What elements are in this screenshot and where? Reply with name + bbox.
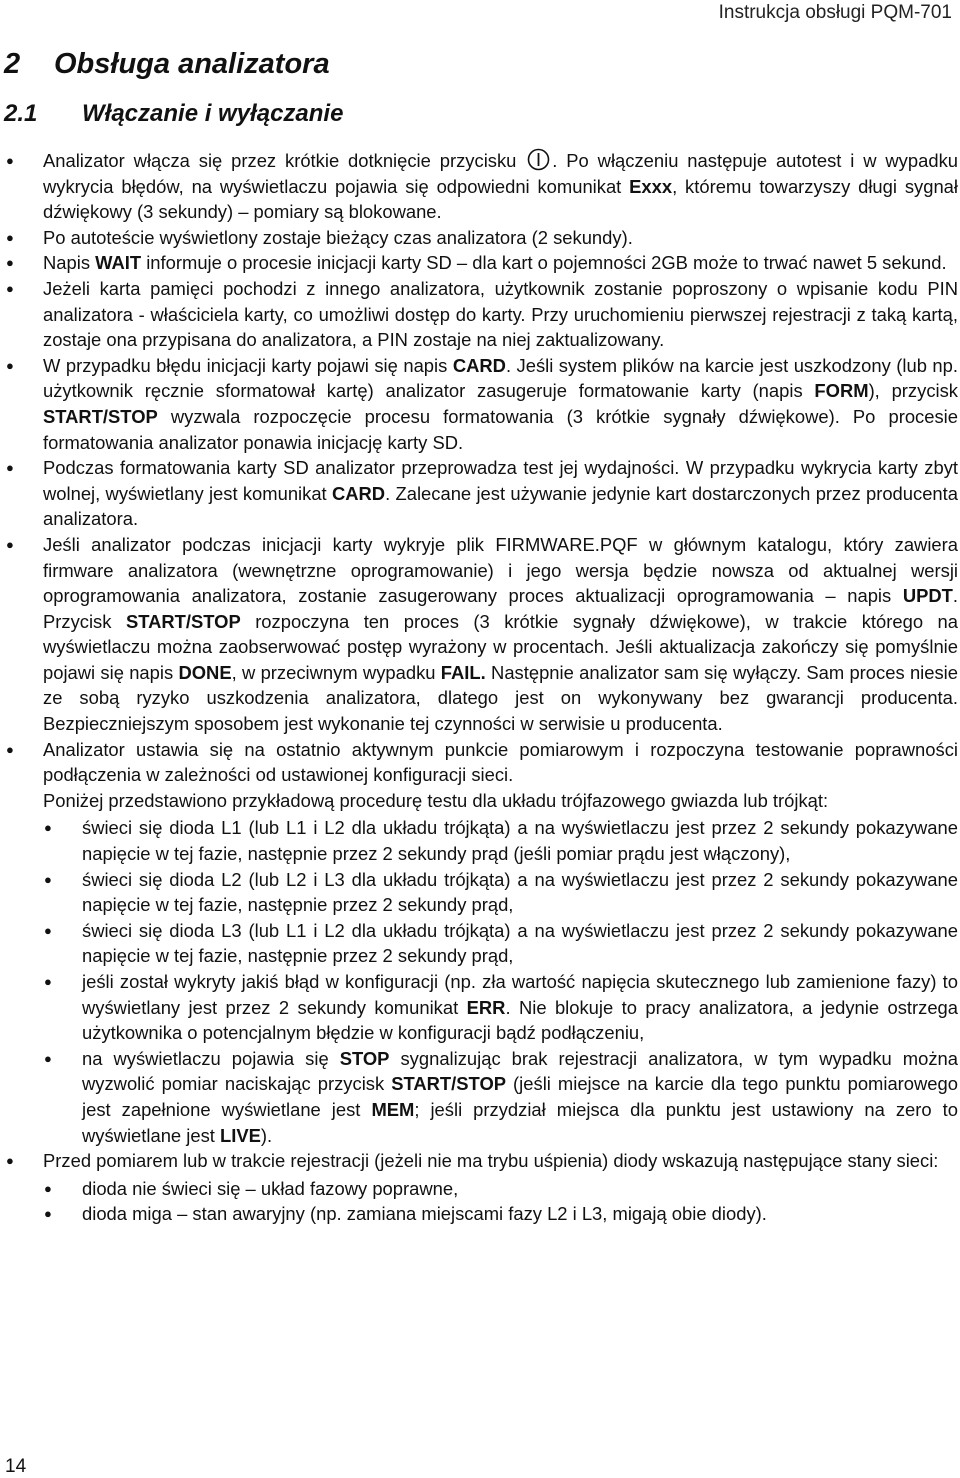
sub-list-item — [0, 1176, 960, 1202]
text-span: Po autoteście wyświetlony zostaje bieżący czas analizatora (2 sekundy). — [43, 226, 633, 248]
text-span: . Nie blokuje to pracy analizatora, a jedynie ostrzega użytkownika o potencjalnym błędzie w konfiguracji bądź podłączeniu, — [82, 996, 959, 1044]
text-span: , w przeciwnym wypadku — [231, 661, 441, 683]
display-message-code: FAIL. — [440, 661, 486, 683]
list-item — [0, 250, 960, 276]
sub-list-item — [0, 867, 960, 918]
display-message-code: MEM — [371, 1098, 415, 1120]
text-span: . Przycisk — [43, 585, 958, 632]
text-span: . Po włączeniu następuje autotest i w wypadku wykrycia błędów, na wyświetlaczu pojawia się odpowiedni komunikat — [43, 150, 958, 197]
display-message-code: ERR — [466, 996, 506, 1018]
list-item — [0, 276, 960, 353]
bullet-icon: ● — [6, 460, 14, 476]
display-message-code: LIVE — [219, 1124, 261, 1146]
text-span: dioda miga – stan awaryjny (np. zamiana miejscami fazy L2 i L3, migają obie diody). — [82, 1203, 767, 1225]
text-span: ). — [260, 1124, 273, 1146]
sub-list-item — [0, 918, 960, 969]
chapter-title: Obsługa analizatora — [54, 48, 330, 80]
sub-list-item — [0, 815, 960, 866]
bullet-icon: ● — [44, 922, 52, 938]
display-message-code: CARD — [331, 482, 386, 504]
bullet-icon: ● — [6, 255, 14, 271]
main-list — [0, 148, 960, 788]
text-span: . Jeśli system plików na karcie jest uszkodzony (lub np. użytkownik ręcznie sformatował kartę) analizator zasugeruje formatowanie karty (napis — [43, 354, 958, 402]
text-span: Podczas formatowania karty SD analizator przeprowadza test jej wydajności. W przypadku wykrycia karty zbyt wolnej, wyświetlany jest komunikat — [43, 457, 958, 504]
display-message-code: CARD — [452, 354, 506, 376]
power-button-icon — [527, 148, 550, 171]
text-span: ), przycisk — [868, 380, 958, 402]
text-span: , któremu towarzyszy długi sygnał dźwiękowy (3 sekundy) – pomiary są blokowane. — [43, 175, 958, 223]
bullet-icon: ● — [6, 280, 14, 296]
section-number: 2.1 — [4, 100, 38, 127]
list-item — [0, 455, 960, 532]
bullet-icon: ● — [44, 1180, 52, 1196]
sub-list — [0, 1176, 960, 1227]
text-span: świeci się dioda L1 (lub L1 i L2 dla układu trójkąta) a na wyświetlaczu jest przez 2 sekundy pokazywane napięcie w tej fazie, następnie przez 2 sekundy prąd (jeśli pomiar prądu jest włączony), — [82, 817, 958, 865]
text-span: Jeżeli karta pamięci pochodzi z innego analizatora, użytkownik zostanie poproszony o wpisanie kodu PIN analizatora - właściciela karty, co umożliwi dostęp do karty. Przy uruchomieniu pierwszej rejestracji z taką kartą, zostaje ona przypisana do analizatora, a PIN zostaje na niej zaktualizowany. — [43, 277, 958, 351]
bullet-icon: ● — [6, 536, 14, 552]
text-span: Analizator ustawia się na ostatnio aktywnym punkcie pomiarowym i rozpoczyna testowanie poprawności podłączenia w zależności od ustawionej konfiguracji sieci. — [43, 738, 958, 786]
list-item — [0, 532, 960, 737]
sub-list — [0, 815, 960, 1148]
page-number: 14 — [5, 1456, 27, 1477]
bullet-icon: ● — [44, 1050, 52, 1066]
bullet-icon: ● — [6, 741, 14, 757]
text-span: jeśli został wykryty jakiś błąd w konfiguracji (np. zła wartość napięcia skutecznego lub zamienione fazy) to wyświetlany jest przez 2 sekundy komunikat — [82, 971, 958, 1018]
sub-list-item — [0, 1046, 960, 1148]
bullet-icon: ● — [44, 871, 52, 887]
list-item — [0, 225, 960, 251]
text-span: . Zalecane jest używanie jedynie kart dostarczonych przez producenta analizatora. — [43, 482, 958, 530]
text-span: Analizator włącza się przez krótkie dotknięcie przycisku — [43, 150, 526, 171]
main-list — [0, 1148, 960, 1174]
section-title: Włączanie i wyłączanie — [82, 100, 344, 127]
bullet-icon: ● — [6, 153, 14, 168]
sub-list-item — [0, 1201, 960, 1227]
paragraph: Poniżej przedstawiono przykładową procedurę testu dla układu trójfazowego gwiazda lub trójkąt: — [43, 789, 829, 811]
text-span: ; jeśli przydział miejsca dla punktu jest ustawiony na zero to wyświetlane jest — [82, 1098, 958, 1146]
text-span: Jeśli analizator podczas inicjacji karty wykryje plik FIRMWARE.PQF w głównym katalogu, który zawiera firmware analizatora (wewnętrzne oprogramowanie) i jego wersja będzie nowsza od aktualnej wersji oprogramowania analizatora, zostanie zasugerowany proces aktualizacji oprogramowania – napis — [43, 533, 958, 607]
bullet-icon: ● — [44, 1206, 52, 1222]
display-message-code: WAIT — [95, 252, 142, 274]
bullet-icon: ● — [6, 1153, 14, 1169]
bullet-icon: ● — [6, 357, 14, 373]
list-item — [0, 1148, 960, 1174]
text-span: Napis — [43, 252, 96, 274]
display-message-code: Exxx — [629, 175, 673, 197]
text-span: sygnalizując brak rejestracji analizatora, w tym wypadku można wyzwolić pomiar naciskając przycisk — [82, 1047, 958, 1095]
button-name: START/STOP — [43, 405, 158, 427]
document-body — [0, 148, 960, 1227]
button-name: START/STOP — [125, 610, 241, 632]
bullet-icon: ● — [6, 229, 14, 245]
display-message-code: UPDT — [902, 585, 953, 607]
text-span: wyzwala rozpoczęcie procesu formatowania (3 krótkie sygnały dźwiękowe). Po procesie formatowania analizator ponawia inicjację karty SD. — [43, 405, 958, 453]
display-message-code: STOP — [339, 1047, 390, 1069]
bullet-icon: ● — [44, 820, 52, 836]
section-heading — [4, 100, 343, 128]
chapter-heading — [4, 48, 330, 81]
text-span: (jeśli miejsce na karcie dla tego punktu pomiarowego jest zapełnione wyświetlane jest — [82, 1073, 958, 1120]
text-span: rozpoczyna ten proces (3 krótkie sygnały dźwiękowe), w trakcie którego na wyświetlaczu można zaobserwować postęp wyrażony w procentach. Jeśli aktualizacja zakończy się pomyślnie pojawi się napis — [43, 610, 958, 683]
list-item — [0, 737, 960, 788]
list-item — [0, 148, 960, 225]
display-message-code: FORM — [814, 380, 869, 402]
display-message-code: DONE — [178, 661, 232, 683]
button-name: START/STOP — [391, 1073, 507, 1095]
bullet-icon: ● — [44, 974, 52, 989]
text-span: świeci się dioda L3 (lub L1 i L2 dla układu trójkąta) a na wyświetlaczu jest przez 2 sekundy pokazywane napięcie w tej fazie, następnie przez 2 sekundy prąd, — [82, 919, 958, 967]
sub-list-item — [0, 969, 960, 1046]
text-span: Następnie analizator sam się wyłączy. Sam proces niesie ze sobą ryzyko uszkodzenia analizatora, dlatego jest on wykonywany bez gwarancji producenta. Bezpieczniejszym sposobem jest wykonanie tej czynności w serwisie u producenta. — [43, 661, 958, 735]
text-span: dioda nie świeci się – układ fazowy poprawne, — [82, 1177, 459, 1199]
text-span: na wyświetlaczu pojawia się — [82, 1047, 340, 1069]
text-span: W przypadku błędu inicjacji karty pojawi się napis — [43, 354, 453, 376]
chapter-number: 2 — [4, 48, 21, 80]
list-item — [0, 353, 960, 455]
document-header: Instrukcja obsługi PQM-701 — [718, 2, 952, 23]
text-span: informuje o procesie inicjacji karty SD – dla kart o pojemności 2GB może to trwać nawet 5 sekund. — [141, 252, 947, 274]
text-span: świeci się dioda L2 (lub L2 i L3 dla układu trójkąta) a na wyświetlaczu jest przez 2 sekundy pokazywane napięcie w tej fazie, następnie przez 2 sekundy prąd, — [82, 868, 958, 916]
text-span: Przed pomiarem lub w trakcie rejestracji (jeżeli nie ma trybu uśpienia) diody wskazują następujące stany sieci: — [43, 1150, 939, 1172]
